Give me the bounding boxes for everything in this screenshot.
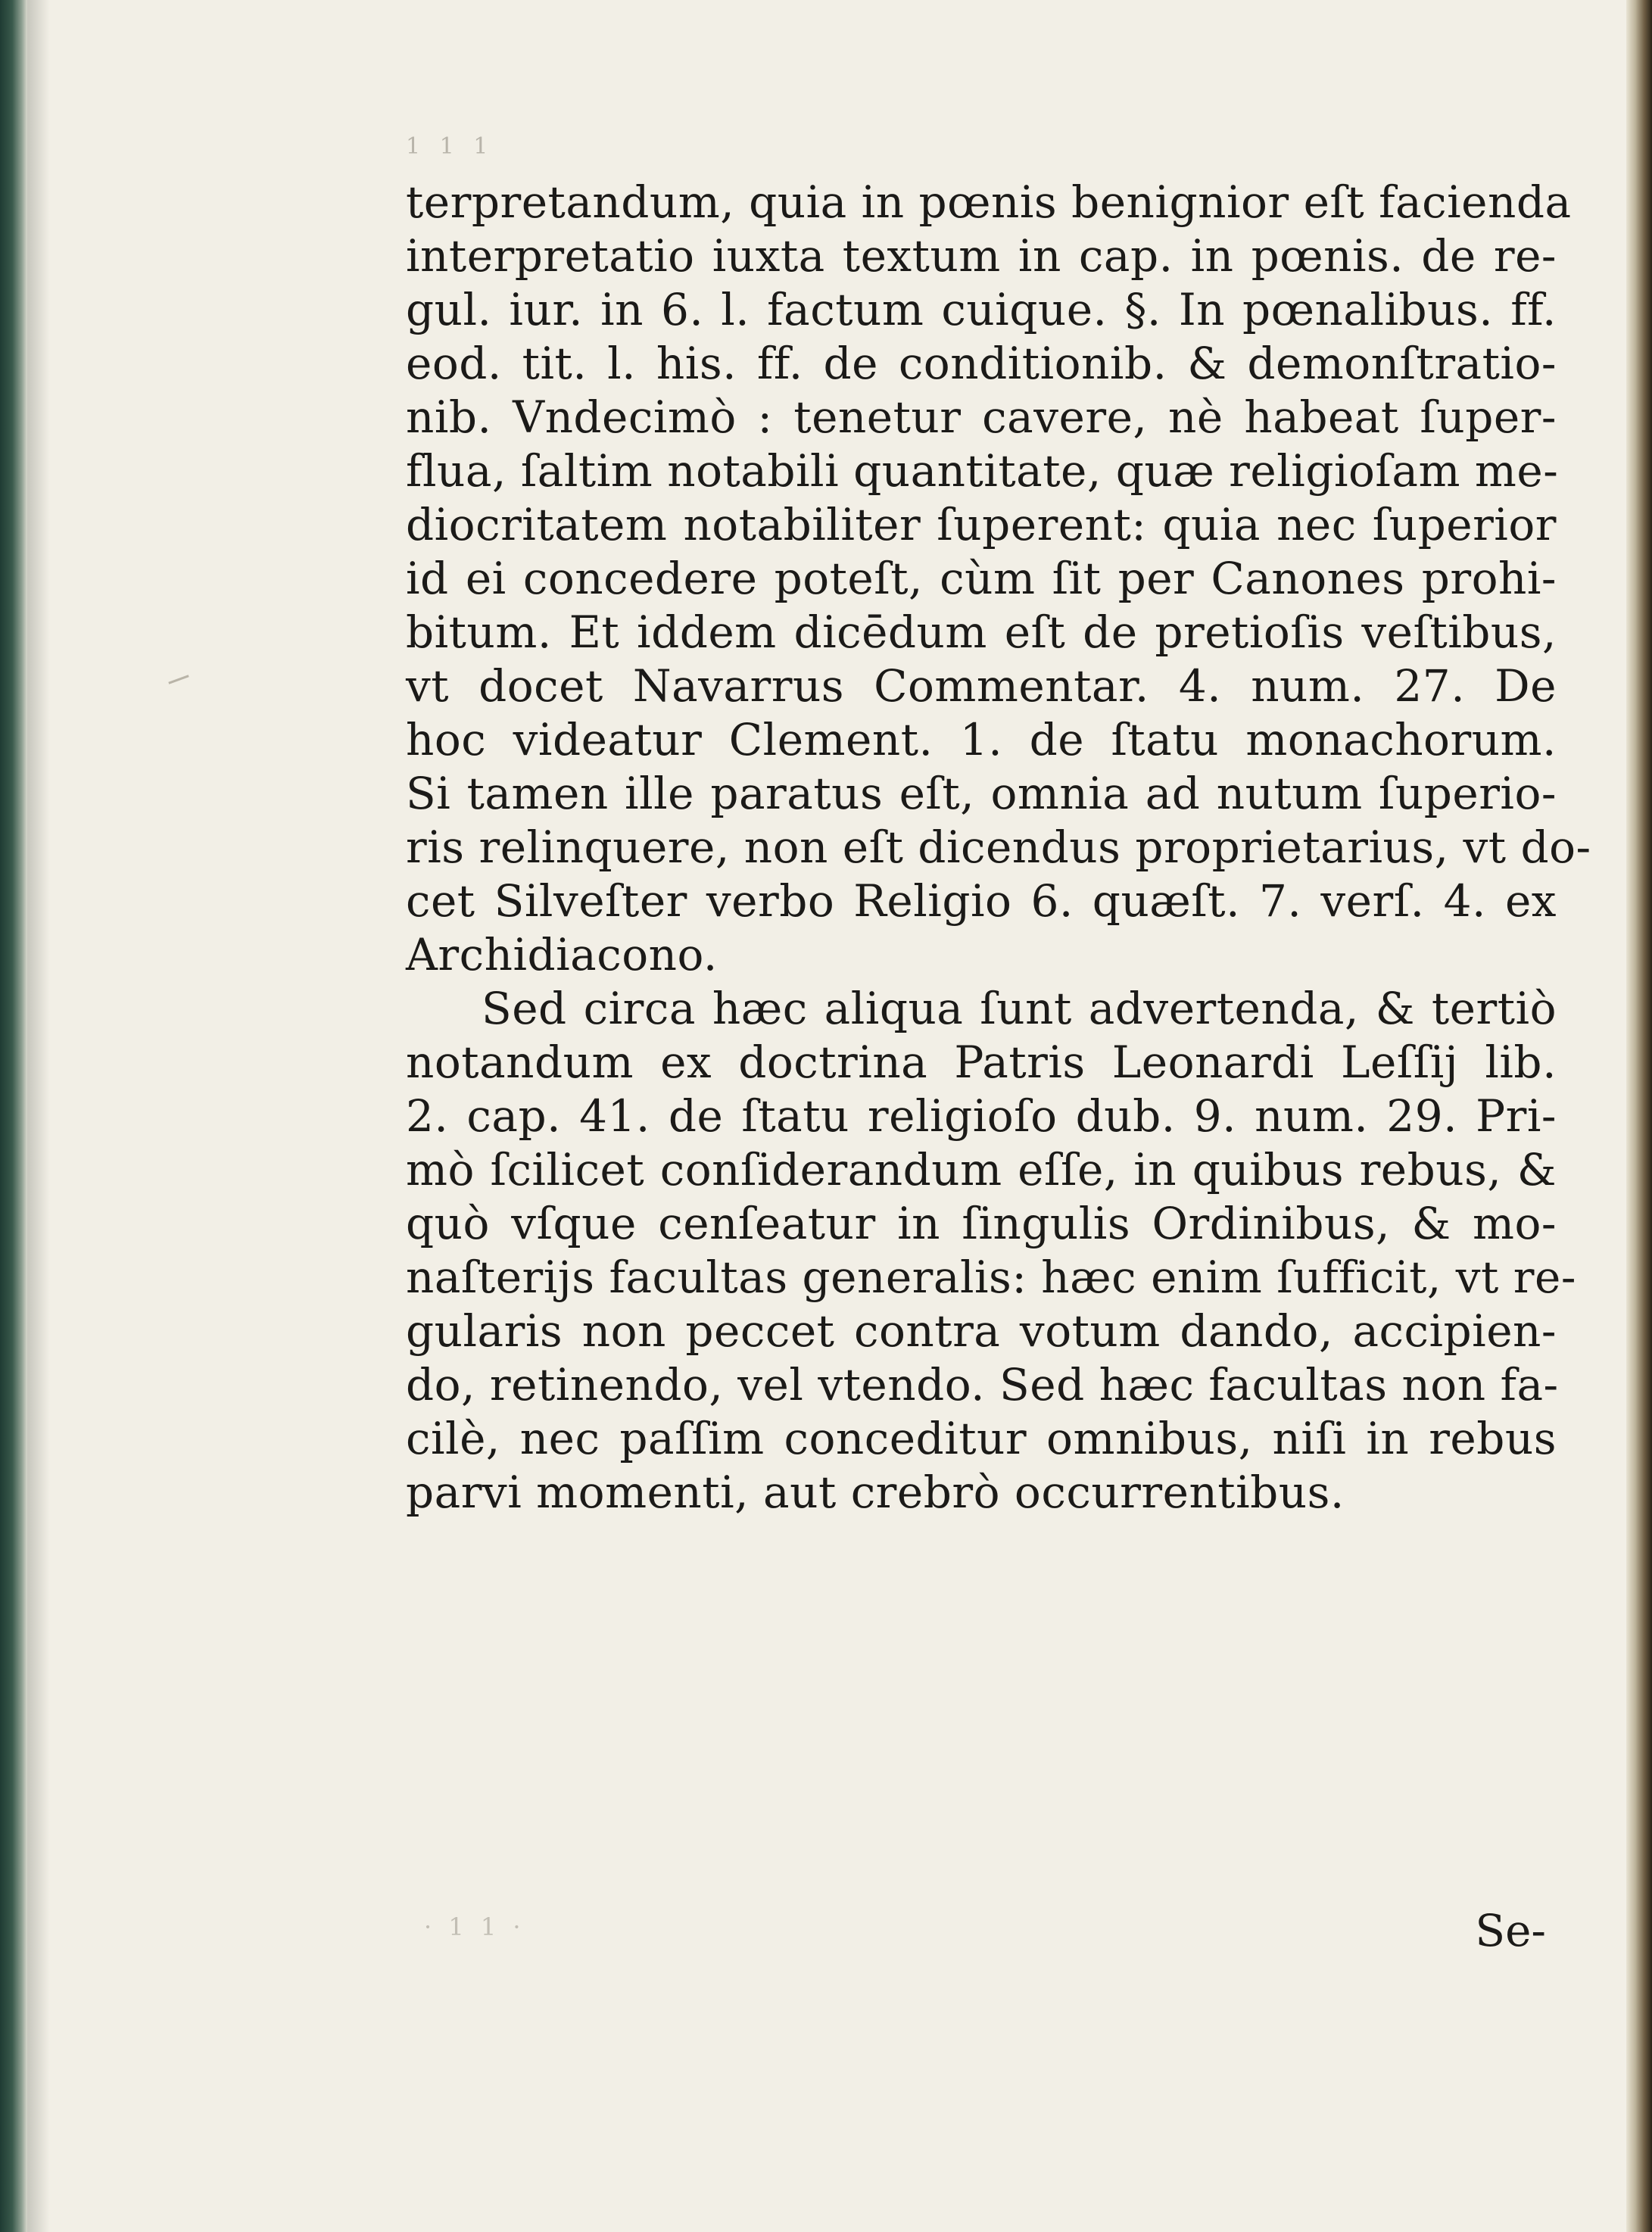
text-line: notandum ex doctrina Patris Leonardi Leſſij lib. bbox=[406, 1037, 1557, 1088]
binding-edge bbox=[0, 0, 27, 2232]
text-line: cet Silveſter verbo Religio 6. quæſt. 7. verſ. 4. ex bbox=[406, 875, 1557, 927]
text-line: hoc videatur Clement. 1. de ſtatu monachorum. bbox=[406, 714, 1557, 765]
faint-header-mark: 1 1 1 bbox=[406, 133, 494, 160]
text-line: ris relinquere, non eſt dicendus proprietarius, vt do- bbox=[406, 821, 1591, 873]
paragraph-start-line: Sed circa hæc aliqua ſunt advertenda, & tertiò bbox=[482, 983, 1557, 1034]
text-line: Archidiacono. bbox=[406, 929, 718, 980]
text-line: mò ſcilicet conſiderandum eſſe, in quibus rebus, & bbox=[406, 1144, 1557, 1195]
text-line: parvi momenti, aut crebrò occurrentibus. bbox=[406, 1467, 1345, 1518]
text-line: terpretandum, quia in pœnis benignior eſt facienda bbox=[406, 176, 1572, 228]
text-line: id ei concedere poteſt, cùm ſit per Canones prohi- bbox=[406, 553, 1557, 604]
text-line: cilè, nec paſſim conceditur omnibus, niſi in rebus bbox=[406, 1413, 1557, 1464]
margin-mark bbox=[168, 675, 189, 684]
text-line: gularis non peccet contra votum dando, accipien- bbox=[406, 1305, 1557, 1357]
text-line: diocritatem notabiliter ſuperent: quia nec ſuperior bbox=[406, 499, 1557, 550]
fore-edge bbox=[1626, 0, 1652, 2232]
text-line: naſterijs facultas generalis: hæc enim ſufficit, vt re- bbox=[406, 1252, 1576, 1303]
text-line: flua, ſaltim notabili quantitate, quæ religioſam me- bbox=[406, 445, 1559, 497]
text-line: quò vſque cenſeatur in ſingulis Ordinibus, & mo- bbox=[406, 1198, 1557, 1249]
text-line: 2. cap. 41. de ſtatu religioſo dub. 9. num. 29. Pri- bbox=[406, 1090, 1557, 1142]
catchword: Se- bbox=[1475, 1905, 1546, 1956]
text-line: interpretatio iuxta textum in cap. in pœnis. de re- bbox=[406, 230, 1557, 282]
text-line: bitum. Et iddem dicēdum eſt de pretioſis veſtibus, bbox=[406, 606, 1557, 658]
text-line: vt docet Navarrus Commentar. 4. num. 27. De bbox=[406, 660, 1557, 712]
faint-footer-mark: · 1 1 · bbox=[424, 1912, 525, 1941]
gutter-shadow bbox=[27, 0, 50, 2232]
text-line: gul. iur. in 6. l. factum cuique. §. In pœnalibus. ff. bbox=[406, 284, 1557, 335]
text-line: do, retinendo, vel vtendo. Sed hæc facultas non fa- bbox=[406, 1359, 1559, 1411]
text-line: Si tamen ille paratus eſt, omnia ad nutum ſuperio- bbox=[406, 768, 1557, 819]
text-line: eod. tit. l. his. ff. de conditionib. & demonſtratio- bbox=[406, 338, 1557, 389]
text-block bbox=[406, 176, 1591, 1520]
text-line: nib. Vndecimò : tenetur cavere, nè habeat ſuper- bbox=[406, 391, 1557, 443]
